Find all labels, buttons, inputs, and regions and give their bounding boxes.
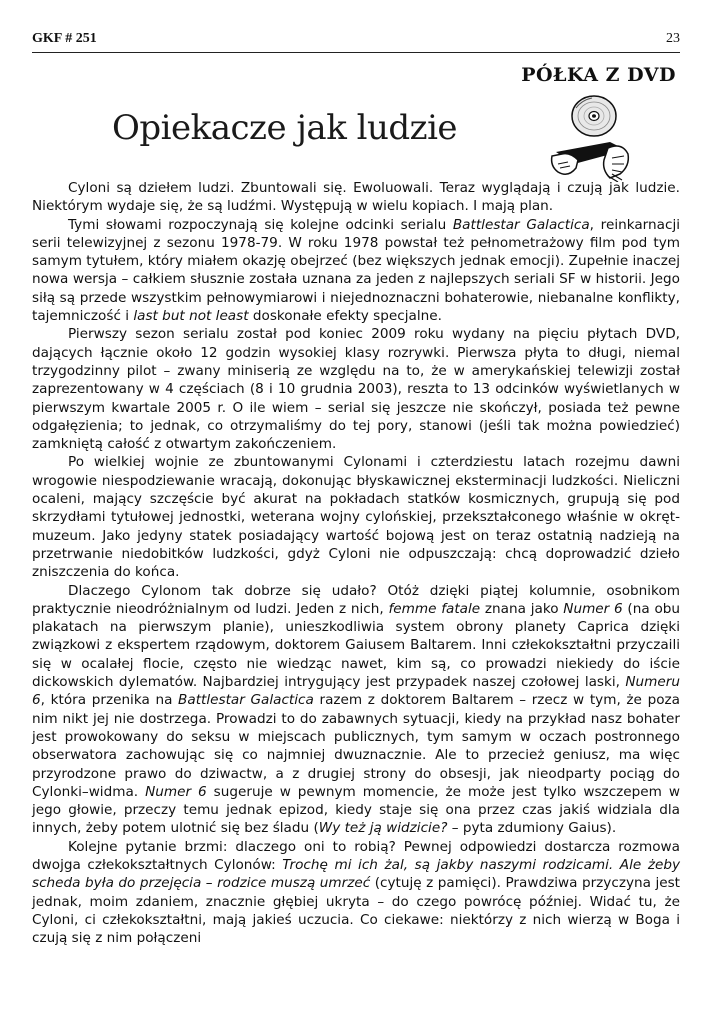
text-run: Kolejne pytanie brzmi: dlaczego oni to robią? Pewnej odpowiedzi dostarcza rozmowa dwojga człekokształtnych Cylonów:	[32, 838, 680, 873]
text-run: znana jako	[480, 600, 564, 617]
text-run: Cyloni są dziełem ludzi. Zbuntowali się. Ewoluowali. Teraz wyglądają i czują jak ludzie. Niektórym wydaje się, że są ludźmi. Występują w wielu kopiach. I mają plan.	[32, 180, 680, 215]
dvd-disc-in-hands-icon	[548, 94, 632, 182]
text-run: (na obu plakatach na pierwszym planie), unieszkodliwia system obrony planety Caprica dzięki związkowi z ekspertem rządowym, doktorem Gaiusem Baltarem. Inni człekokształtni przyczaili się w ocalałej flocie, często nie wiedząc nawet, kim są, co prowadzi niekiedy do iście dickowskich dylematów. Najbardziej intrygujący jest przypadek naszej czołowej laski,	[32, 600, 681, 691]
italic-text: femme fatale	[388, 600, 481, 617]
text-run: Pierwszy sezon serialu został pod koniec 2009 roku wydany na pięciu płytach DVD, dających łącznie około 12 godzin wysokiej klasy rozrywki. Pierwsza płyta to długi, niemal trzygodzinny pilot – zwany miniserią ze względu na to, że w amerykańskiej telewizji został zaprezentowany w 4 częściach (8 i 10 grudnia 2003), reszta to 13 odcinków wyświetlanych w pierwszym kwartale 2005 r. O ile wiem – serial się jeszcze nie skończył, posiada też pewne odgałęzienia; to jednak, co otrzymaliśmy do tej pory, stanowi (jeśli tak można powiedzieć) zamkniętą całość z otwartym zakończeniem.	[32, 326, 680, 453]
text-run: Po wielkiej wojnie ze zbuntowanymi Cylonami i czterdziestu latach rozejmu dawni wrogowie niespodziewanie wracają, dokonując błyskawicznej eksterminacji ludzkości. Nieliczni ocaleni, mający szczęście być akurat na pokładach statków kosmicznych, grupują się pod skrzydłami tytułowej jednostki, weterana wojny cylońskiej, przekształconego właśnie w okręt-muzeum. Jako jedyny statek posiadający wartość bojową jest on teraz ostatnią nadzieją na przetrwanie niedobitków ludzkości, gdyż Cyloni nie odpuszczają: chcą doprowadzić dzieło zniszczenia do końca.	[32, 454, 680, 581]
text-run: , która przenika na	[40, 692, 179, 709]
page-header	[32, 30, 680, 53]
page-number: 23	[666, 31, 680, 46]
section-label: PÓŁKA Z DVD	[521, 64, 676, 86]
paragraph	[32, 453, 680, 581]
text-run: , reinkarnacji serii telewizyjnej z sezonu 1978-79. W roku 1978 powstał też pełnometrażowy film pod tym samym tytułem, który miałem okazję obejrzeć (bez większych jednak emocji). Zupełnie inaczej nowa wersja – całkiem słusznie została uznana za jeden z najlepszych seriali SF w historii. Jego siłą są przede wszystkim pełnowymiarowi i niejednoznaczni bohaterowie, niebanalne konflikty, tajemniczość i	[32, 216, 680, 325]
paragraph	[32, 179, 680, 216]
text-run: Tymi słowami rozpoczynają się kolejne odcinki serialu	[68, 216, 453, 233]
italic-text: Numeru 6	[32, 674, 680, 709]
text-run: (cytuję z pamięci). Prawdziwa przyczyna jest jednak, moim zdaniem, znacznie głębiej ukryta – do czego powrócę później. Widać tu, że Cyloni, ci człekokształtni, mają jakieś uczucia. Co ciekawe: niektórzy z nich wierzą w Boga i czują się z nim połączeni	[32, 875, 680, 947]
italic-text: Numer 6	[145, 783, 207, 800]
text-run: sugeruje w pewnym momencie, że może jest tylko wszczepem w jego głowie, przeczy temu jednak epizod, kiedy staje się ona przez czas jakiś widziala dla innych, żeby potem ulotnić się bez śladu (	[32, 783, 680, 837]
italic-text: Battlestar Galactica	[178, 692, 314, 709]
issue-number: GKF # 251	[32, 31, 97, 46]
article-body	[32, 179, 680, 947]
text-run: – pyta zdumiony Gaius).	[447, 820, 617, 837]
paragraph	[32, 838, 680, 948]
text-run: razem z doktorem Baltarem – rzecz w tym, że poza nim nikt jej nie dostrzega. Prowadzi to do zabawnych sytuacji, kiedy na przykład nasz bohater jest prowokowany do seksu w miejscach publicznych, tym samym w oczach postronnego obserwatora zachowując się co najmniej dwuznacznie. Ale to przecież geniusz, ma więc przyrodzone prawo do dziwactw, a z drugiej strony do obsesji, jak nieodparty pociąg do Cylonki–widma.	[32, 692, 680, 800]
paragraph	[32, 216, 680, 326]
italic-text: last but not least	[133, 308, 249, 325]
italic-text: Trochę mi ich żal, są jakby naszymi rodzicami. Ale żeby scheda była do przejęcia – rodzice muszą umrzeć	[32, 856, 680, 892]
paragraph	[32, 582, 680, 838]
text-run: doskonałe efekty specjalne.	[248, 308, 442, 325]
italic-text: Wy też ją widzicie?	[318, 820, 448, 837]
text-run: Dlaczego Cylonom tak dobrze się udało? Otóż dzięki piątej kolumnie, osobnikom praktycznie nieodróżnialnym od ludzi. Jeden z nich,	[32, 582, 680, 617]
italic-text: Numer 6	[563, 600, 623, 617]
italic-text: Battlestar Galactica	[452, 216, 590, 233]
article-title: Opiekacze jak ludzie	[112, 108, 458, 148]
paragraph	[32, 325, 680, 453]
